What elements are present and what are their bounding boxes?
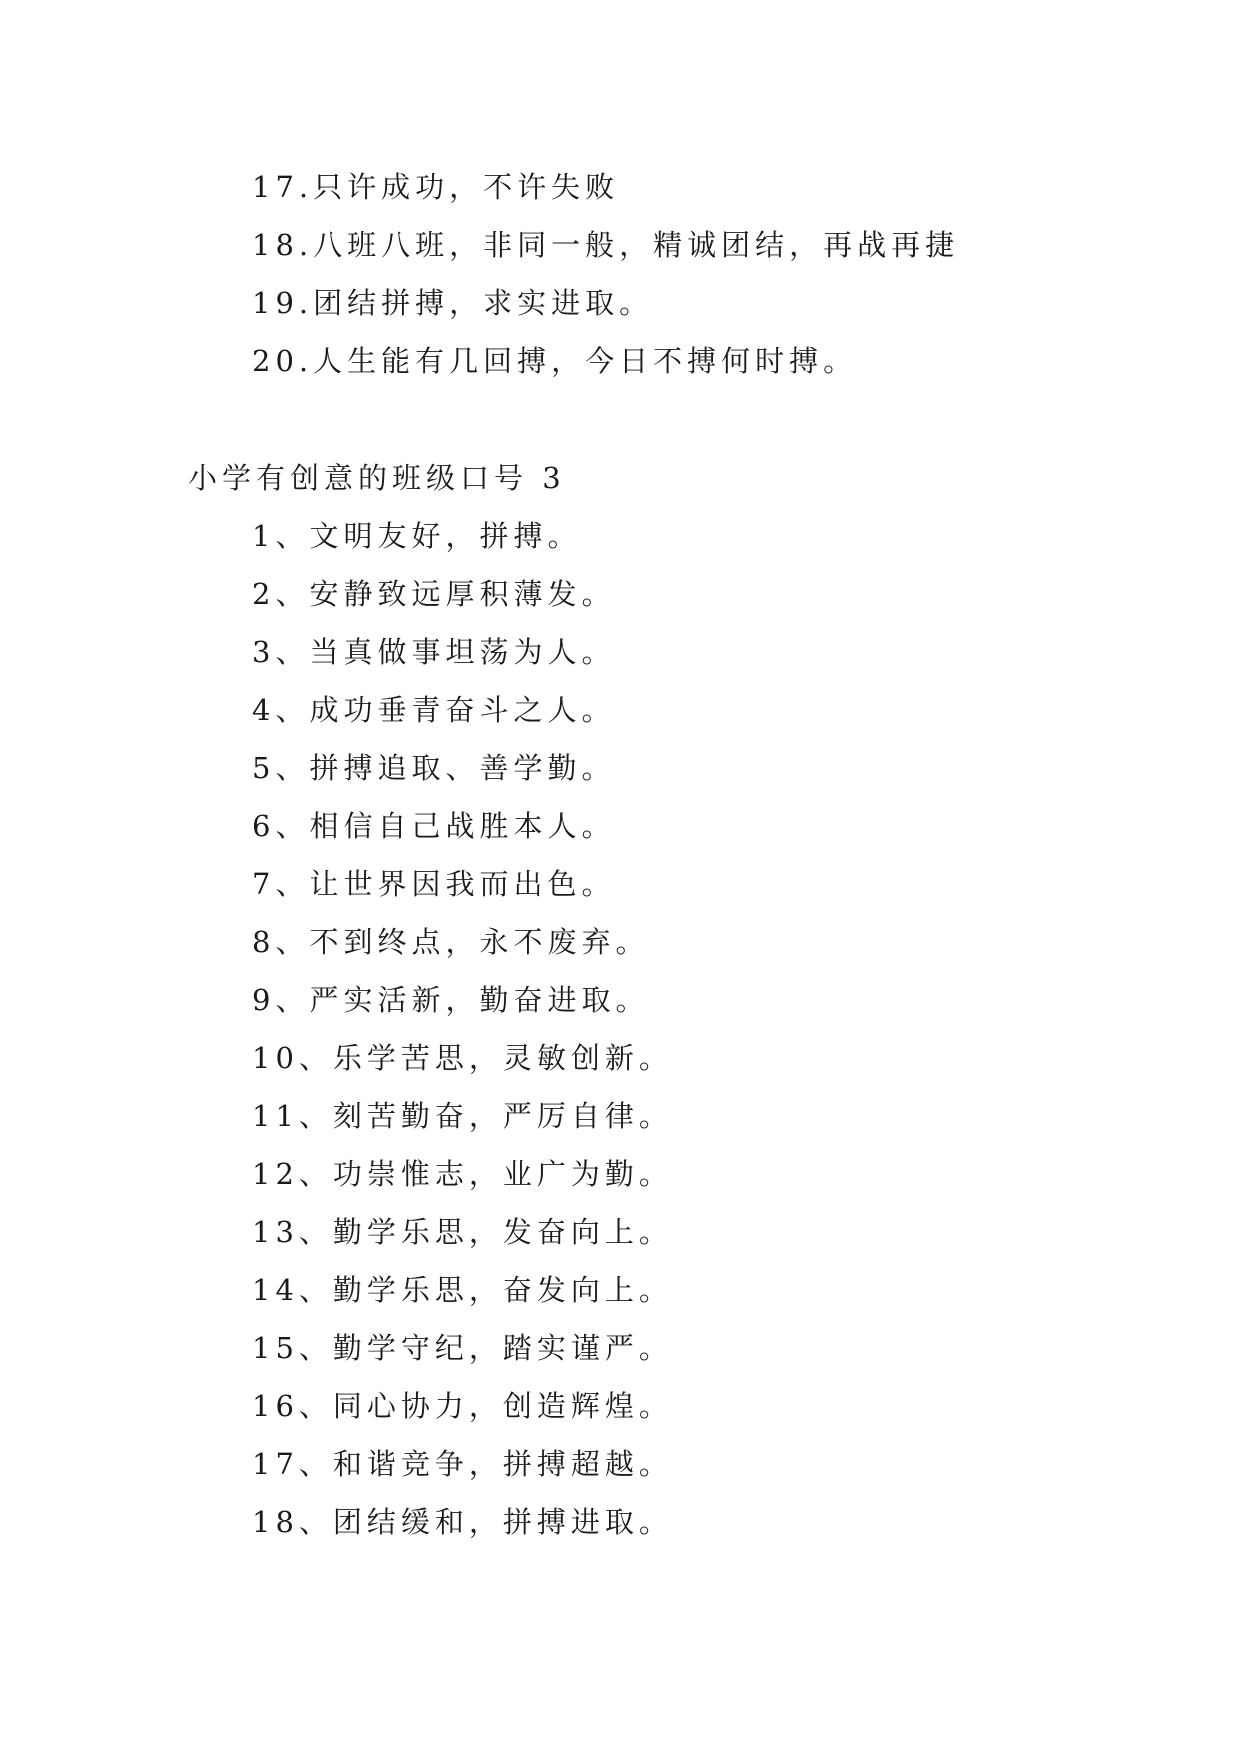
- list-item: 19.团结拼搏，求实进取。: [252, 286, 654, 320]
- list-item: 13、勤学乐思，发奋向上。: [252, 1215, 673, 1249]
- list-item: 18.八班八班，非同一般，精诚团结，再战再捷: [252, 228, 960, 262]
- list-item: 20.人生能有几回搏，今日不搏何时搏。: [252, 344, 858, 378]
- list-item: 8、不到终点，永不废弃。: [252, 925, 650, 959]
- list-item: 14、勤学乐思，奋发向上。: [252, 1273, 673, 1307]
- list-item: 12、功崇惟志，业广为勤。: [252, 1157, 673, 1191]
- list-item: 11、刻苦勤奋，严厉自律。: [252, 1099, 673, 1133]
- list-item: 9、严实活新，勤奋进取。: [252, 983, 650, 1017]
- list-item: 3、当真做事坦荡为人。: [252, 635, 616, 669]
- list-item: 2、安静致远厚积薄发。: [252, 577, 616, 611]
- list-item: 5、拼搏追取、善学勤。: [252, 751, 616, 785]
- section-heading: 小学有创意的班级口号 3: [188, 461, 566, 495]
- list-item: 18、团结缓和，拼搏进取。: [252, 1505, 673, 1539]
- list-item: 6、相信自己战胜本人。: [252, 809, 616, 843]
- list-item: 15、勤学守纪，踏实谨严。: [252, 1331, 673, 1365]
- list-item: 1、文明友好，拼搏。: [252, 519, 582, 553]
- list-item: 16、同心协力，创造辉煌。: [252, 1389, 673, 1423]
- list-item: 17.只许成功，不许失败: [252, 170, 620, 204]
- list-item: 17、和谐竞争，拼搏超越。: [252, 1447, 673, 1481]
- list-item: 4、成功垂青奋斗之人。: [252, 693, 616, 727]
- list-item: 7、让世界因我而出色。: [252, 867, 616, 901]
- list-item: 10、乐学苦思，灵敏创新。: [252, 1041, 673, 1075]
